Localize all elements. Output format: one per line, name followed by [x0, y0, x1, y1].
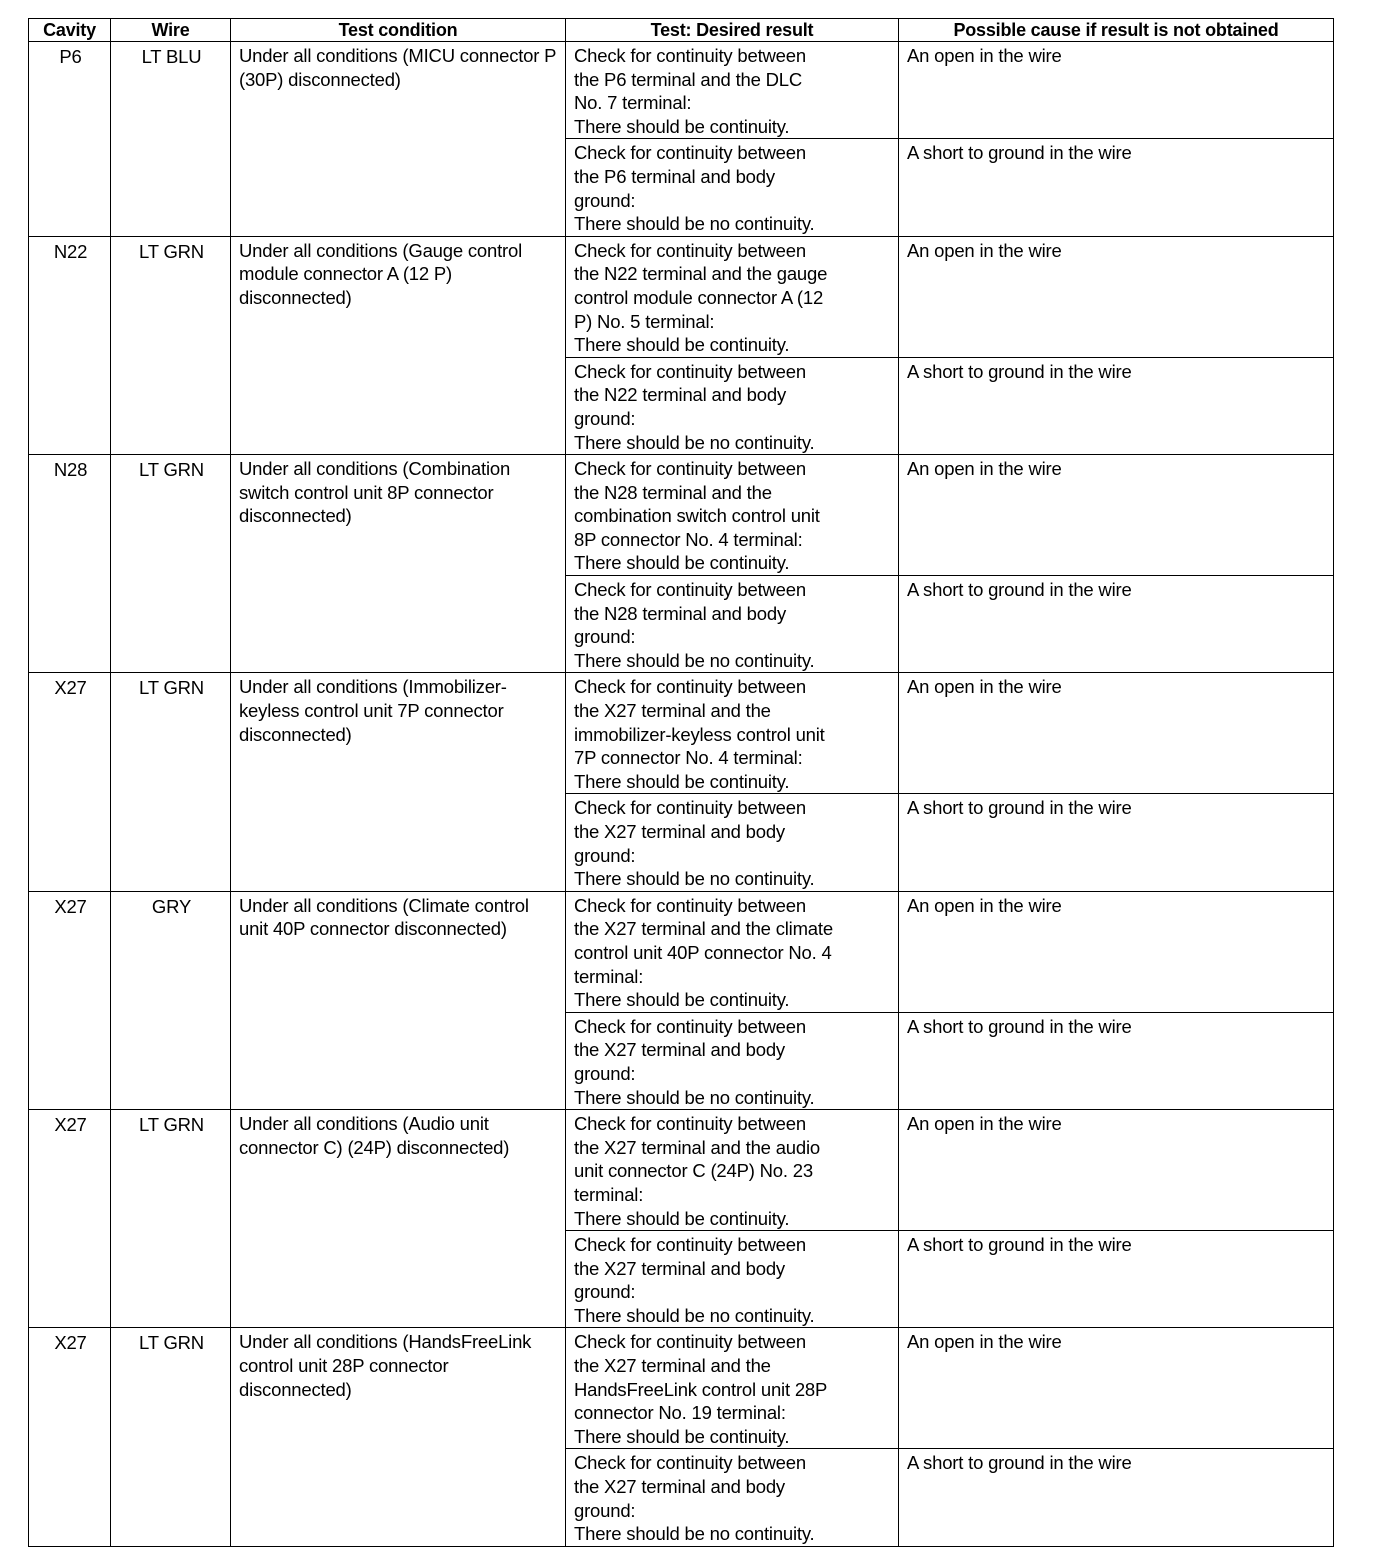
desired-result-cell: Check for continuity between the X27 terminal and body ground: There should be no continuity. [566, 1449, 899, 1546]
wire-color-cell: LT GRN [111, 1328, 231, 1546]
table-row [29, 1110, 1334, 1231]
table-row [29, 891, 1334, 1012]
table-row [29, 673, 1334, 794]
cavity-cell: X27 [29, 1110, 111, 1328]
cavity-cell: X27 [29, 673, 111, 891]
desired-result-cell: Check for continuity between the X27 terminal and the audio unit connector C (24P) No. 23 terminal: There should be continuity. [566, 1110, 899, 1231]
possible-cause-cell: An open in the wire [899, 1328, 1334, 1449]
header-cavity: Cavity [29, 19, 111, 42]
possible-cause-cell: An open in the wire [899, 455, 1334, 576]
wire-color-cell: LT GRN [111, 1110, 231, 1328]
test-condition-cell: Under all conditions (Audio unit connector C) (24P) disconnected) [231, 1110, 566, 1328]
wire-color-cell: LT BLU [111, 42, 231, 237]
possible-cause-cell: A short to ground in the wire [899, 576, 1334, 673]
desired-result-cell: Check for continuity between the X27 terminal and body ground: There should be no continuity. [566, 1012, 899, 1109]
wire-test-table [28, 18, 1334, 1547]
desired-result-cell: Check for continuity between the N28 terminal and body ground: There should be no continuity. [566, 576, 899, 673]
possible-cause-cell: A short to ground in the wire [899, 1012, 1334, 1109]
cavity-cell: N22 [29, 236, 111, 454]
wire-color-cell: LT GRN [111, 673, 231, 891]
possible-cause-cell: A short to ground in the wire [899, 139, 1334, 236]
desired-result-cell: Check for continuity between the N22 terminal and body ground: There should be no continuity. [566, 357, 899, 454]
possible-cause-cell: An open in the wire [899, 891, 1334, 1012]
test-condition-cell: Under all conditions (Climate control unit 40P connector disconnected) [231, 891, 566, 1109]
desired-result-cell: Check for continuity between the X27 terminal and the HandsFreeLink control unit 28P connector No. 19 terminal: There should be continuity. [566, 1328, 899, 1449]
test-condition-cell: Under all conditions (Immobilizer-keyless control unit 7P connector disconnected) [231, 673, 566, 891]
possible-cause-cell: A short to ground in the wire [899, 794, 1334, 891]
possible-cause-cell: An open in the wire [899, 1110, 1334, 1231]
header-possible-cause: Possible cause if result is not obtained [899, 19, 1334, 42]
wire-color-cell: GRY [111, 891, 231, 1109]
table-row [29, 1328, 1334, 1449]
wire-color-cell: LT GRN [111, 236, 231, 454]
table-header-row [29, 19, 1334, 42]
possible-cause-cell: An open in the wire [899, 673, 1334, 794]
header-test-condition: Test condition [231, 19, 566, 42]
cavity-cell: N28 [29, 455, 111, 673]
header-desired-result: Test: Desired result [566, 19, 899, 42]
wire-color-cell: LT GRN [111, 455, 231, 673]
possible-cause-cell: A short to ground in the wire [899, 357, 1334, 454]
desired-result-cell: Check for continuity between the P6 terminal and body ground: There should be no continuity. [566, 139, 899, 236]
desired-result-cell: Check for continuity between the X27 terminal and body ground: There should be no continuity. [566, 1231, 899, 1328]
desired-result-cell: Check for continuity between the N22 terminal and the gauge control module connector A (12 P) No. 5 terminal: There should be continuity. [566, 236, 899, 357]
cavity-cell: P6 [29, 42, 111, 237]
possible-cause-cell: An open in the wire [899, 42, 1334, 139]
possible-cause-cell: An open in the wire [899, 236, 1334, 357]
table-row [29, 42, 1334, 139]
test-condition-cell: Under all conditions (Gauge control module connector A (12 P) disconnected) [231, 236, 566, 454]
possible-cause-cell: A short to ground in the wire [899, 1231, 1334, 1328]
test-condition-cell: Under all conditions (MICU connector P (30P) disconnected) [231, 42, 566, 237]
desired-result-cell: Check for continuity between the N28 terminal and the combination switch control unit 8P connector No. 4 terminal: There should be continuity. [566, 455, 899, 576]
desired-result-cell: Check for continuity between the P6 terminal and the DLC No. 7 terminal: There should be continuity. [566, 42, 899, 139]
possible-cause-cell: A short to ground in the wire [899, 1449, 1334, 1546]
table-row [29, 236, 1334, 357]
desired-result-cell: Check for continuity between the X27 terminal and the climate control unit 40P connector No. 4 terminal: There should be continuity. [566, 891, 899, 1012]
test-condition-cell: Under all conditions (Combination switch control unit 8P connector disconnected) [231, 455, 566, 673]
test-condition-cell: Under all conditions (HandsFreeLink control unit 28P connector disconnected) [231, 1328, 566, 1546]
header-wire: Wire [111, 19, 231, 42]
desired-result-cell: Check for continuity between the X27 terminal and the immobilizer-keyless control unit 7P connector No. 4 terminal: There should be continuity. [566, 673, 899, 794]
cavity-cell: X27 [29, 891, 111, 1109]
table-row [29, 455, 1334, 576]
desired-result-cell: Check for continuity between the X27 terminal and body ground: There should be no continuity. [566, 794, 899, 891]
cavity-cell: X27 [29, 1328, 111, 1546]
